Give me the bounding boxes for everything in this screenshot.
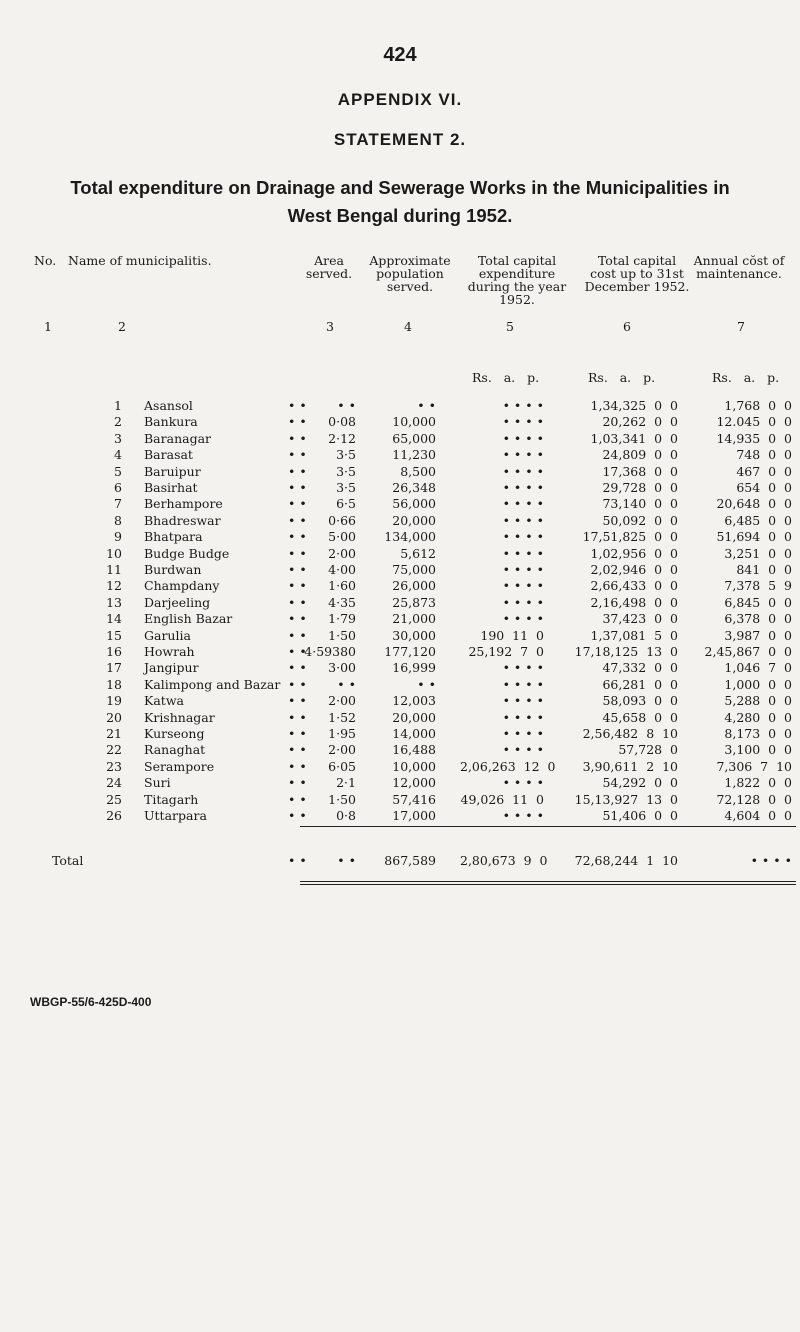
unit-label: Rs. a. p. (588, 370, 656, 385)
capital-cost: 29,728 0 0 (602, 480, 678, 495)
row-number: 26 (106, 808, 122, 823)
municipality-name: Kalimpong and Bazar (144, 676, 281, 692)
leader-dots: • • (288, 627, 307, 643)
municipality-name: Baruipur (144, 463, 201, 479)
population-served: 134,000 (384, 529, 436, 545)
annual-maintenance: 4,604 0 0 (724, 808, 792, 823)
capital-expenditure: • • • • (502, 693, 544, 709)
page-number: 424 (383, 44, 417, 66)
capital-expenditure: • • • • (502, 562, 544, 577)
leader-dots: • • (288, 430, 307, 446)
total-row (0, 853, 800, 873)
leader-dots: • • (288, 496, 307, 512)
annual-maintenance: 1,046 7 0 (724, 660, 792, 676)
capital-cost: 2,56,482 8 10 (582, 726, 678, 741)
annual-maintenance: 72,128 0 0 (716, 791, 792, 807)
header-capital-expenditure (452, 254, 582, 306)
municipality-name: Kurseong (144, 726, 205, 741)
population-served: 8,500 (400, 463, 436, 479)
leader-dots: • • (288, 562, 307, 577)
population-served: • • (417, 398, 436, 413)
capital-expenditure: • • • • (502, 578, 544, 594)
capital-expenditure: • • • • (502, 529, 544, 545)
capital-expenditure: • • • • (502, 463, 544, 479)
annual-maintenance: 7,378 5 9 (724, 578, 792, 594)
municipality-name: Budge Budge (144, 545, 230, 561)
capital-expenditure: • • • • (502, 496, 544, 512)
header-capital-exp-line: expenditure (478, 266, 556, 281)
population-served: 12,003 (392, 693, 436, 709)
area-served: 1·50 (328, 791, 356, 807)
total-rule-bottom-double (300, 884, 796, 885)
leader-dots: • • (288, 398, 307, 413)
population-served: 14,000 (392, 726, 436, 741)
capital-expenditure: • • • • (502, 545, 544, 561)
area-served: 2·00 (328, 693, 356, 709)
header-name: Name of municipalitis. (68, 253, 212, 268)
total-area: • • (337, 853, 356, 868)
population-served: 26,000 (392, 578, 436, 594)
area-served: 6·05 (328, 758, 356, 774)
area-served: 1·79 (328, 611, 356, 627)
capital-cost: 54,292 0 0 (602, 775, 678, 791)
annual-maintenance: 51,694 0 0 (716, 529, 792, 545)
leader-dots: • • (288, 676, 307, 692)
row-number: 3 (114, 430, 122, 446)
capital-expenditure: 190 11 0 (480, 627, 544, 643)
row-number: 4 (114, 447, 122, 463)
annual-maintenance: 3,251 0 0 (724, 545, 792, 561)
leader-dots: • • (288, 726, 307, 741)
leader-dots: • • (288, 758, 307, 774)
municipality-name: English Bazar (144, 611, 233, 627)
municipality-name: Serampore (144, 758, 215, 774)
area-served: 4·00 (328, 562, 356, 577)
area-served: 3·00 (328, 660, 356, 676)
header-area-line: served. (305, 266, 353, 281)
leader-dots: • • (288, 480, 307, 495)
municipality-name: Bhatpara (144, 529, 203, 545)
row-number: 10 (106, 545, 122, 561)
table-title-line2: West Bengal during 1952. (287, 205, 513, 226)
area-served: 3·5 (336, 463, 356, 479)
population-served: 20,000 (392, 709, 436, 725)
population-served: 5,612 (400, 545, 436, 561)
annual-maintenance: 8,173 0 0 (724, 726, 792, 741)
leader-dots: • • (288, 463, 307, 479)
municipality-name: Champdany (144, 578, 220, 594)
header-population-line: served. (386, 279, 434, 294)
population-served: 26,348 (392, 480, 436, 495)
row-number: 21 (106, 726, 122, 741)
municipality-name: Howrah (144, 644, 195, 659)
header-capital-cost-line: December 1952. (584, 279, 690, 294)
annual-maintenance: 20,648 0 0 (716, 496, 792, 512)
capital-expenditure: • • • • (502, 398, 544, 413)
row-number: 14 (106, 611, 122, 627)
capital-expenditure: • • • • (502, 742, 544, 758)
leader-dots: • • (288, 594, 307, 610)
area-served: 1·95 (328, 726, 356, 741)
annual-maintenance: 5,288 0 0 (724, 693, 792, 709)
row-number: 13 (106, 594, 122, 610)
capital-cost: 1,34,325 0 0 (590, 398, 678, 413)
leader-dots: • • (288, 775, 307, 791)
total-rule-bottom (300, 881, 796, 882)
column-number: 3 (326, 319, 334, 334)
annual-maintenance: 1,768 0 0 (724, 398, 792, 413)
capital-expenditure: • • • • (502, 430, 544, 446)
total-maintenance: • • • • (750, 853, 792, 868)
total-capital-expenditure: 2,80,673 9 0 (460, 853, 548, 868)
capital-cost: 50,092 0 0 (602, 512, 678, 528)
municipality-name: Jangipur (144, 660, 199, 676)
row-number: 17 (106, 660, 122, 676)
area-served: 1·60 (328, 578, 356, 594)
annual-maintenance: 1,000 0 0 (724, 676, 792, 692)
column-number: 1 (44, 319, 52, 334)
population-served: 17,000 (392, 808, 436, 823)
unit-label: Rs. a. p. (712, 370, 780, 385)
header-capital-exp-line: 1952. (499, 292, 535, 307)
municipality-name: Ranaghat (144, 742, 206, 758)
header-maintenance-line: maintenance. (696, 266, 782, 281)
municipality-name: Suri (144, 775, 171, 791)
capital-expenditure: • • • • (502, 726, 544, 741)
population-served: 20,000 (392, 512, 436, 528)
capital-cost: 2,16,498 0 0 (590, 594, 678, 610)
row-number: 2 (114, 414, 122, 430)
area-served: 5·00 (328, 529, 356, 545)
area-served: 0·8 (336, 808, 356, 823)
area-served: • • (337, 676, 356, 692)
leader-dots: • • (288, 693, 307, 709)
population-served: • • (417, 676, 436, 692)
area-served: • • (337, 398, 356, 413)
population-served: 30,000 (392, 627, 436, 643)
municipality-name: Bhadreswar (144, 512, 221, 528)
header-capital-cost-line: Total capital (597, 253, 677, 268)
header-no: No. (34, 253, 57, 268)
row-number: 5 (114, 463, 122, 479)
statement-heading: STATEMENT 2. (333, 130, 467, 149)
area-served: 3·5 (336, 480, 356, 495)
row-number: 24 (106, 775, 122, 791)
capital-cost: 45,658 0 0 (602, 709, 678, 725)
population-served: 11,230 (392, 447, 436, 463)
population-served: 16,999 (392, 660, 436, 676)
row-number: 22 (106, 742, 122, 758)
total-label: Total (52, 853, 84, 868)
capital-cost: 73,140 0 0 (602, 496, 678, 512)
header-maintenance (682, 254, 796, 280)
annual-maintenance: 14,935 0 0 (716, 430, 792, 446)
area-served: 2·00 (328, 742, 356, 758)
municipality-name: Garulia (144, 627, 191, 643)
annual-maintenance: 3,987 0 0 (724, 627, 792, 643)
leader-dots: • • (288, 447, 307, 463)
capital-cost: 3,90,611 2 10 (582, 758, 678, 774)
capital-cost: 57,728 0 (618, 742, 678, 758)
row-number: 20 (106, 709, 122, 725)
municipality-name: Uttarpara (144, 808, 207, 823)
annual-maintenance: 6,845 0 0 (724, 594, 792, 610)
population-served: 12,000 (392, 775, 436, 791)
capital-cost: 1,03,341 0 0 (590, 430, 678, 446)
municipality-name: Darjeeling (144, 594, 211, 610)
column-number: 4 (404, 319, 412, 334)
capital-expenditure: • • • • (502, 660, 544, 676)
column-number: 7 (737, 319, 745, 334)
capital-cost: 66,281 0 0 (602, 676, 678, 692)
row-number: 12 (106, 578, 122, 594)
row-number: 6 (114, 480, 122, 495)
capital-cost: 17,51,825 0 0 (582, 529, 678, 545)
population-served: 57,416 (392, 791, 436, 807)
leader-dots: • • (288, 644, 307, 659)
printer-imprint: WBGP-55/6-425D-400 (30, 995, 152, 1009)
municipality-name: Barasat (144, 447, 193, 463)
row-number: 19 (106, 693, 122, 709)
capital-expenditure: • • • • (502, 709, 544, 725)
capital-cost: 47,332 0 0 (602, 660, 678, 676)
municipality-name: Burdwan (144, 562, 202, 577)
capital-expenditure: • • • • (502, 414, 544, 430)
capital-cost: 17,18,125 13 0 (574, 644, 678, 659)
leader-dots: • • (288, 578, 307, 594)
total-rule-top (300, 826, 796, 827)
capital-cost: 2,02,946 0 0 (590, 562, 678, 577)
leader-dots: • • (288, 742, 307, 758)
annual-maintenance: 6,378 0 0 (724, 611, 792, 627)
area-served: 3·5 (336, 447, 356, 463)
header-population-line: population (376, 266, 444, 281)
population-served: 56,000 (392, 496, 436, 512)
municipality-name: Krishnagar (144, 709, 215, 725)
header-area-line: Area (314, 253, 344, 268)
total-population: 867,589 (384, 853, 436, 868)
header-population-line: Approximate (369, 253, 451, 268)
annual-maintenance: 3,100 0 0 (724, 742, 792, 758)
leader-dots: • • (288, 545, 307, 561)
capital-cost: 24,809 0 0 (602, 447, 678, 463)
municipality-name: Bankura (144, 414, 198, 430)
capital-cost: 15,13,927 13 0 (574, 791, 678, 807)
area-served: 1·52 (328, 709, 356, 725)
population-served: 10,000 (392, 414, 436, 430)
leader-dots: • • (288, 660, 307, 676)
capital-expenditure: • • • • (502, 480, 544, 495)
municipality-name: Katwa (144, 693, 184, 709)
area-served: 4·59380 (304, 644, 356, 659)
area-served: 6·5 (336, 496, 356, 512)
total-capital-cost: 72,68,244 1 10 (574, 853, 678, 868)
population-served: 25,873 (392, 594, 436, 610)
capital-expenditure: 49,026 11 0 (460, 791, 544, 807)
capital-expenditure: • • • • (502, 775, 544, 791)
area-served: 2·00 (328, 545, 356, 561)
municipality-name: Berhampore (144, 496, 223, 512)
leader-dots: • • (288, 853, 307, 868)
capital-expenditure: • • • • (502, 611, 544, 627)
annual-maintenance: 841 0 0 (736, 562, 792, 577)
population-served: 16,488 (392, 742, 436, 758)
row-number: 11 (106, 562, 122, 577)
capital-cost: 51,406 0 0 (602, 808, 678, 823)
row-number: 15 (106, 627, 122, 643)
header-maintenance-line: Annual cŏst of (693, 253, 785, 268)
row-number: 8 (114, 512, 122, 528)
capital-expenditure: • • • • (502, 808, 544, 823)
row-number: 1 (114, 398, 122, 413)
municipality-name: Asansol (144, 398, 193, 413)
leader-dots: • • (288, 709, 307, 725)
leader-dots: • • (288, 791, 307, 807)
area-served: 0·66 (328, 512, 356, 528)
table-title-line1: Total expenditure on Drainage and Sewerage Works in the Municipalities in (70, 177, 730, 198)
area-served: 1·50 (328, 627, 356, 643)
header-population (362, 254, 458, 293)
capital-cost: 20,262 0 0 (602, 414, 678, 430)
row-number: 9 (114, 529, 122, 545)
column-number: 5 (506, 319, 514, 334)
header-capital-exp-line: Total capital (477, 253, 557, 268)
capital-expenditure: 25,192 7 0 (468, 644, 544, 659)
row-number: 23 (106, 758, 122, 774)
appendix-heading: APPENDIX VI. (337, 90, 463, 109)
population-served: 10,000 (392, 758, 436, 774)
capital-cost: 17,368 0 0 (602, 463, 678, 479)
capital-cost: 1,02,956 0 0 (590, 545, 678, 561)
leader-dots: • • (288, 808, 307, 823)
capital-expenditure: • • • • (502, 512, 544, 528)
area-served: 4·35 (328, 594, 356, 610)
capital-cost: 2,66,433 0 0 (590, 578, 678, 594)
area-served: 0·08 (328, 414, 356, 430)
row-number: 7 (114, 496, 122, 512)
capital-expenditure: • • • • (502, 594, 544, 610)
annual-maintenance: 1,822 0 0 (724, 775, 792, 791)
header-capital-exp-line: during the year (467, 279, 567, 294)
unit-label: Rs. a. p. (472, 370, 540, 385)
leader-dots: • • (288, 611, 307, 627)
column-number: 2 (118, 319, 126, 334)
municipality-name: Titagarh (144, 791, 199, 807)
row-number: 25 (106, 791, 122, 807)
annual-maintenance: 6,485 0 0 (724, 512, 792, 528)
column-number: 6 (623, 319, 631, 334)
capital-cost: 37,423 0 0 (602, 611, 678, 627)
annual-maintenance: 2,45,867 0 0 (704, 644, 792, 659)
annual-maintenance: 4,280 0 0 (724, 709, 792, 725)
population-served: 177,120 (384, 644, 436, 659)
municipality-name: Basirhat (144, 480, 198, 495)
annual-maintenance: 467 0 0 (736, 463, 792, 479)
leader-dots: • • (288, 529, 307, 545)
leader-dots: • • (288, 414, 307, 430)
leader-dots: • • (288, 512, 307, 528)
capital-cost: 58,093 0 0 (602, 693, 678, 709)
annual-maintenance: 12.045 0 0 (716, 414, 792, 430)
area-served: 2·1 (336, 775, 356, 791)
table-row (0, 808, 800, 828)
municipality-name: Baranagar (144, 430, 211, 446)
population-served: 21,000 (392, 611, 436, 627)
capital-expenditure: 2,06,263 12 0 (460, 758, 556, 774)
header-capital-cost-line: cost up to 31st (590, 266, 684, 281)
annual-maintenance: 748 0 0 (736, 447, 792, 463)
row-number: 18 (106, 676, 122, 692)
row-number: 16 (106, 644, 122, 659)
population-served: 75,000 (392, 562, 436, 577)
area-served: 2·12 (328, 430, 356, 446)
header-area (300, 254, 358, 280)
annual-maintenance: 7,306 7 10 (716, 758, 792, 774)
capital-cost: 1,37,081 5 0 (590, 627, 678, 643)
capital-expenditure: • • • • (502, 447, 544, 463)
population-served: 65,000 (392, 430, 436, 446)
capital-expenditure: • • • • (502, 676, 544, 692)
annual-maintenance: 654 0 0 (736, 480, 792, 495)
